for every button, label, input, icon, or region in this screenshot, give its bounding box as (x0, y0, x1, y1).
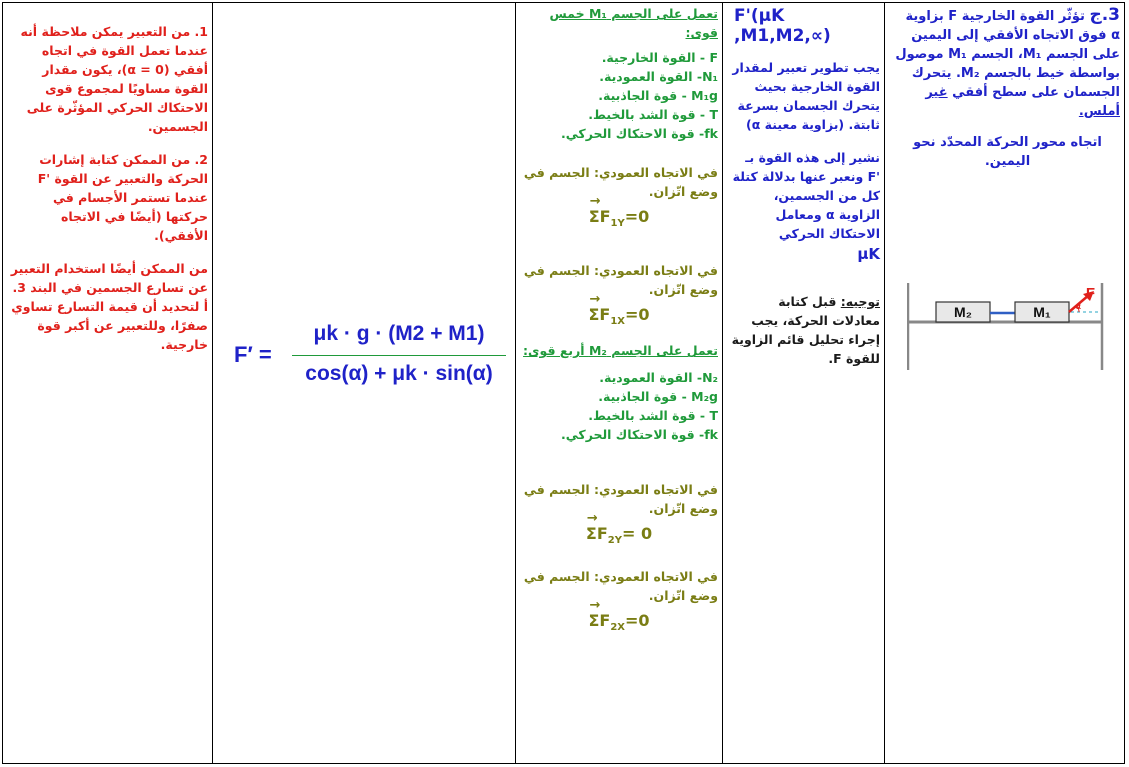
goal-title: F'(μK ,M1,M2,∝) (734, 6, 831, 46)
equilibrium-text: في الاتجاه العمودي: الجسم في وضع اتّزان. (523, 263, 718, 298)
list-item: M₂g - قوة الجاذبية. (598, 389, 718, 405)
subscript: 1X (610, 316, 625, 328)
setup-diagram (907, 278, 1113, 374)
equation-rhs: =0 (624, 305, 650, 325)
sum-f1x (520, 305, 718, 327)
sum-f1y (520, 207, 718, 229)
forces-column (520, 4, 718, 633)
problem-statement (895, 6, 1120, 121)
list-item: N₁- القوة العمودية. (599, 69, 718, 84)
equilibrium-text: في الاتجاه العمودي: الجسم في وضع اتّزان. (523, 482, 718, 517)
subscript: 2Y (607, 535, 622, 547)
goal-column (730, 6, 880, 368)
equilibrium-text: في الاتجاه العمودي: الجسم في وضع اتّزان. (523, 165, 718, 199)
conclusion-1: 1. من التعبير يمكن ملاحظة أنه عندما تعمل القوة في اتجاه أفقي (α = 0)، يكون مقدار القوة مساويًا لمجموع قوى الاحتكاك الحركي المؤثّرة على الجسمين. (20, 24, 208, 134)
list-item: fk- قوة الاحتكاك الحركي. (561, 126, 718, 141)
block-m2-label: M₂ (954, 304, 972, 320)
notation-paragraph: نشير إلى هذه القوة بـ 'F ونعبر عنها بدلالة كتلة كل من الجسمين، الزاوية α ومعامل الاحتكاك الحركي (732, 150, 880, 241)
friction-symbol: μK (857, 245, 880, 263)
column-divider (884, 2, 885, 764)
axis-direction: اتجاه محور الحركة المحدّد نحو اليمين. (913, 135, 1102, 169)
m2-forces-heading: تعمل على الجسم M₂ أربع قوى: (523, 343, 718, 359)
sigma-symbol: → ΣF (586, 524, 608, 543)
list-item: fk- قوة الاحتكاك الحركي. (561, 427, 718, 443)
sigma-symbol: → ΣF (589, 207, 611, 226)
formula (216, 322, 512, 392)
force-label: F (1085, 285, 1095, 302)
subscript: 1Y (610, 218, 625, 230)
subscript: 2X (610, 621, 625, 633)
list-item: T - قوة الشد بالخيط. (588, 408, 718, 424)
list-item: M₁g - قوة الجاذبية. (598, 88, 718, 103)
problem-column (895, 5, 1120, 320)
equation-rhs: = 0 (621, 524, 653, 544)
problem-intro: تؤثّر القوة الخارجية F بزاوية α فوق الاتجاه الأفقي إلى اليمين على الجسم M₁، الجسم M₁ موصول بواسطة خيط بالجسم M₂. يتحرك الجسمان على سطح أفقي (895, 9, 1120, 100)
formula-denominator: cos(α) + μk · sin(α) (305, 362, 493, 385)
list-item: F - القوة الخارجية. (601, 50, 718, 65)
column-divider (212, 2, 213, 764)
sigma-symbol: → ΣF (588, 305, 610, 324)
equation-rhs: =0 (624, 207, 650, 226)
problem-rough-surface: غير أملس. (925, 85, 1120, 119)
angle-label: α (1075, 302, 1081, 311)
guidance-text: قبل كتابة معادلات الحركة، يجب إجراء تحليل قائم الزاوية للقوة F. (731, 294, 880, 366)
equation-rhs: =0 (624, 610, 650, 630)
conclusions-column (10, 22, 208, 354)
column-divider (722, 2, 723, 764)
equilibrium-text: في الاتجاه العمودي: الجسم في وضع اتّزان. (523, 568, 718, 603)
goal-paragraph: يجب تطوير تعبير لمقدار القوة الخارجية بحيث يتحرك الجسمان بسرعة ثابتة. (بزاوية معينة α) (732, 60, 880, 132)
conclusion-2: 2. من الممكن كتابة إشارات الحركة والتعبير عن القوة 'F عندما تستمر الأجسام في حركتها (أيضًا في الاتجاه الأفقي). (37, 152, 208, 243)
guidance-note (730, 292, 880, 368)
formula-lhs: F′ = (234, 342, 272, 367)
column-divider (515, 2, 516, 764)
guidance-label: توجيه: (840, 294, 880, 309)
sigma-symbol: → ΣF (588, 611, 610, 630)
sum-f2x (520, 611, 718, 633)
m2-forces-list (520, 368, 718, 444)
fraction-bar (292, 355, 506, 356)
m1-forces-list (520, 48, 718, 143)
m1-forces-heading: تعمل على الجسم M₁ خمس قوى: (549, 6, 718, 40)
list-item: T - قوة الشد بالخيط. (588, 107, 718, 122)
conclusion-3: من الممكن أيضًا استخدام التعبير عن تسارع الجسمين في البند 3. أ لتحديد أن قيمة التسارع تساوي صفرًا، وللتعبير عن أكبر قوة خارجية. (10, 261, 208, 352)
list-item: N₂- القوة العمودية. (599, 370, 718, 386)
sum-f2y (520, 524, 718, 546)
block-m1-label: M₁ (1033, 304, 1051, 320)
step-number: 3.ج (1089, 5, 1120, 25)
formula-numerator: μk · g · (M2 + M1) (313, 322, 485, 345)
